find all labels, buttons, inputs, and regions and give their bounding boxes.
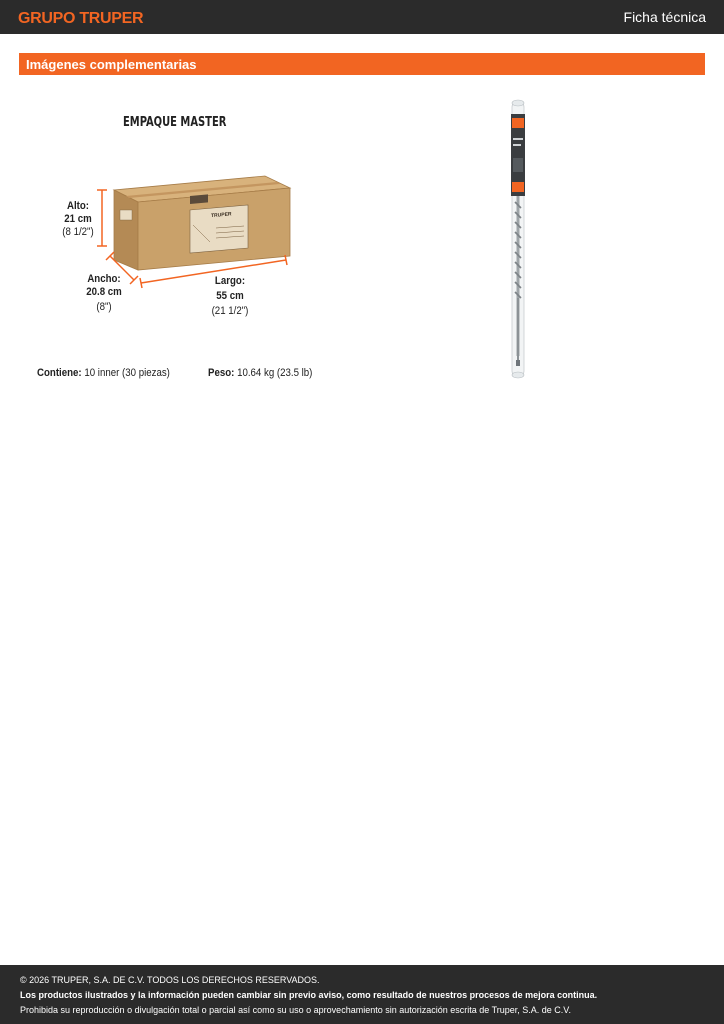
weight-spec: Peso: 10.64 kg (23.5 lb) (208, 367, 313, 379)
prohibition-text: Prohibida su reproducción o divulgación total o parcial así como su uso o aprovechamiento sin autorización escrita de Truper, S.A. de C.V. (20, 1005, 571, 1015)
page-header (0, 0, 724, 34)
truper-logo: GRUPO TRUPER (18, 10, 144, 27)
contents-spec: Contiene: 10 inner (30 piezas) (37, 367, 170, 379)
master-package-title: EMPAQUE MASTER (123, 115, 227, 130)
page-footer (0, 965, 724, 1024)
box-brand-text: TRUPER (211, 211, 232, 220)
copyright-text: © 2026 TRUPER, S.A. DE C.V. TODOS LOS DERECHOS RESERVADOS. (20, 975, 320, 985)
master-package-panel (30, 100, 350, 390)
largo-dimension-label: Largo: 55 cm (21 1/2") (211, 275, 249, 317)
section-header (19, 53, 705, 75)
document-type-label: Ficha técnica (623, 9, 706, 25)
product-image (500, 98, 536, 380)
ancho-dimension-label: Ancho: 20.8 cm (8") (86, 273, 122, 313)
section-title: Imágenes complementarias (26, 57, 197, 72)
alto-dimension-label: Alto: 21 cm (8 1/2") (62, 200, 94, 238)
notice-text: Los productos ilustrados y la información pueden cambiar sin previo aviso, como resultado de nuestros procesos de mejora continua. (20, 990, 598, 1000)
box-side-face (114, 190, 138, 270)
